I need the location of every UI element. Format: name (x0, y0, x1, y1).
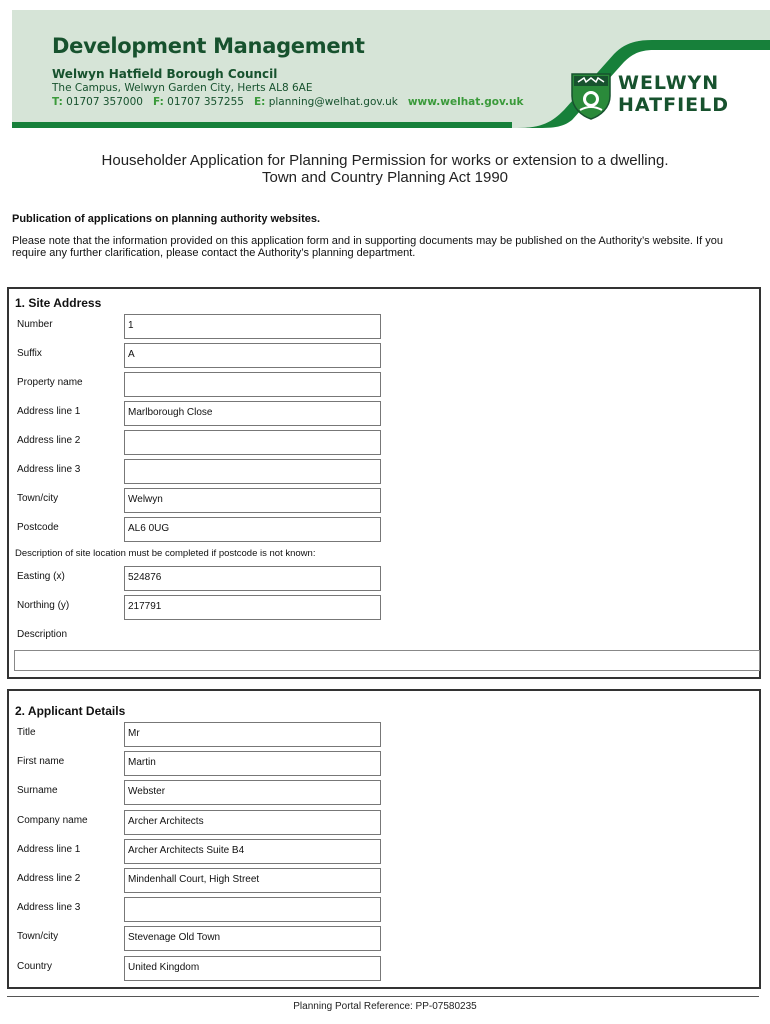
field-label: Address line 1 (17, 844, 81, 855)
town-city-field[interactable]: Welwyn (124, 488, 381, 513)
field-label: Address line 3 (17, 464, 81, 475)
publication-text: Please note that the information provided on this application form and in supporting documents may be published on the Authority’s website. If you require any further clarification, please contact the Authority’s planning department. (12, 235, 723, 259)
field-label: Number (17, 319, 53, 330)
logo-text-line2: HATFIELD (618, 94, 729, 116)
website-link[interactable]: www.welhat.gov.uk (407, 96, 524, 108)
northing-field[interactable]: 217791 (124, 595, 381, 620)
number-field[interactable]: 1 (124, 314, 381, 339)
planning-portal-reference: Planning Portal Reference: PP-07580235 (293, 1001, 477, 1012)
applicant-town-city-field[interactable]: Stevenage Old Town (124, 926, 381, 951)
applicant-details-section (7, 689, 761, 989)
fax-label: F: (152, 96, 164, 108)
council-contact (52, 96, 523, 108)
applicant-address-line-2-field[interactable]: Mindenhall Court, High Street (124, 868, 381, 893)
council-address: The Campus, Welwyn Garden City, Herts AL8 6AE (52, 82, 313, 94)
surname-field[interactable]: Webster (124, 780, 381, 805)
phone-label: T: (52, 96, 63, 108)
field-label: Surname (17, 785, 58, 796)
applicant-details-title: 2. Applicant Details (15, 704, 126, 718)
field-label: Address line 2 (17, 873, 81, 884)
field-label: Company name (17, 815, 88, 826)
company-name-field[interactable]: Archer Architects (124, 810, 381, 835)
site-address-title: 1. Site Address (15, 296, 102, 310)
field-label: Address line 1 (17, 406, 81, 417)
publication-heading: Publication of applications on planning authority websites. (12, 213, 321, 225)
field-label: Suffix (17, 348, 42, 359)
country-field[interactable]: United Kingdom (124, 956, 381, 981)
email-link[interactable]: planning@welhat.gov.uk (268, 96, 398, 108)
email-label: E: (253, 96, 266, 108)
field-label: Property name (17, 377, 83, 388)
title-field[interactable]: Mr (124, 722, 381, 747)
address-line-1-field[interactable]: Marlborough Close (124, 401, 381, 426)
logo-text-line1: WELWYN (618, 72, 720, 94)
document-title-line2: Town and Country Planning Act 1990 (262, 169, 508, 186)
property-name-field[interactable] (124, 372, 381, 397)
fax-number: 01707 357255 (167, 96, 244, 108)
header-title: Development Management (52, 34, 365, 58)
applicant-address-line-1-field[interactable]: Archer Architects Suite B4 (124, 839, 381, 864)
description-field[interactable] (14, 650, 760, 671)
postcode-field[interactable]: AL6 0UG (124, 517, 381, 542)
document-title-line1: Householder Application for Planning Permission for works or extension to a dwelling. (101, 152, 669, 169)
address-line-3-field[interactable] (124, 459, 381, 484)
field-label: Postcode (17, 522, 59, 533)
footer-divider (7, 996, 759, 997)
phone-number: 01707 357000 (66, 96, 143, 108)
applicant-address-line-3-field[interactable] (124, 897, 381, 922)
first-name-field[interactable]: Martin (124, 751, 381, 776)
easting-field[interactable]: 524876 (124, 566, 381, 591)
field-label: Town/city (17, 493, 59, 504)
field-label: Description (17, 629, 68, 640)
field-label: Country (17, 961, 53, 972)
field-label: Town/city (17, 931, 59, 942)
field-label: Easting (x) (17, 571, 65, 582)
council-name: Welwyn Hatfield Borough Council (52, 67, 278, 81)
field-label: Title (17, 727, 36, 738)
suffix-field[interactable]: A (124, 343, 381, 368)
site-address-section (7, 287, 761, 679)
council-crest-icon (570, 72, 612, 120)
field-label: First name (17, 756, 65, 767)
address-line-2-field[interactable] (124, 430, 381, 455)
field-label: Northing (y) (17, 600, 70, 611)
field-label: Address line 2 (17, 435, 81, 446)
site-location-note: Description of site location must be completed if postcode is not known: (15, 548, 316, 559)
field-label: Address line 3 (17, 902, 81, 913)
